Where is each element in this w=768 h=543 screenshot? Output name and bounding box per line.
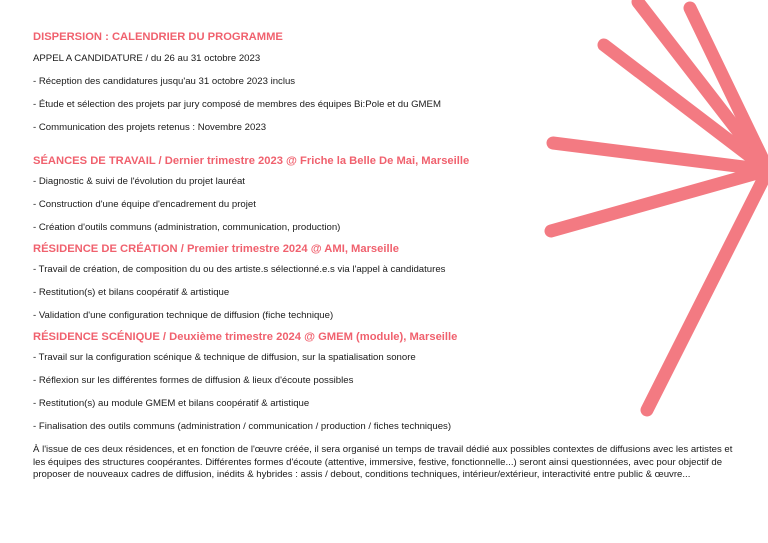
list-item: - Création d'outils communs (administration, communication, production) [33, 222, 341, 233]
list-item: - Réception des candidatures jusqu'au 31 octobre 2023 inclus [33, 76, 296, 87]
list-item: - Finalisation des outils communs (administration / communication / production / fiches techniques) [33, 421, 452, 432]
list-item: - Validation d'une configuration technique de diffusion (fiche technique) [33, 310, 334, 321]
list-item: - Étude et sélection des projets par jury composé de membres des équipes Bi:Pole et du GMEM [33, 99, 441, 110]
section-title-creation: RÉSIDENCE DE CRÉATION / Premier trimestre 2024 @ AMI, Marseille [33, 243, 399, 255]
section-title-dispersion: DISPERSION : CALENDRIER DU PROGRAMME [33, 31, 283, 43]
list-item: - Restitution(s) au module GMEM et bilans coopératif & artistique [33, 398, 310, 409]
list-item: - Restitution(s) et bilans coopératif & artistique [33, 287, 230, 298]
section-title-scenique: RÉSIDENCE SCÉNIQUE / Deuxième trimestre 2024 @ GMEM (module), Marseille [33, 331, 458, 343]
list-item: - Construction d'une équipe d'encadrement du projet [33, 199, 256, 210]
text-line: APPEL A CANDIDATURE / du 26 au 31 octobre 2023 [33, 53, 261, 64]
section-title-seances: SÉANCES DE TRAVAIL / Dernier trimestre 2023 @ Friche la Belle De Mai, Marseille [33, 155, 470, 167]
list-item: - Diagnostic & suivi de l'évolution du projet lauréat [33, 176, 245, 187]
list-item: - Travail de création, de composition du ou des artiste.s sélectionné.e.s via l'appel à candidatures [33, 264, 446, 275]
list-item: - Réflexion sur les différentes formes de diffusion & lieux d'écoute possibles [33, 375, 354, 386]
list-item: - Travail sur la configuration scénique & technique de diffusion, sur la spatialisation sonore [33, 352, 416, 363]
closing-paragraph: À l'issue de ces deux résidences, et en fonction de l'œuvre créée, il sera organisé un temps de travail dédié aux possibles contextes de diffusions avec les artistes et les équipes des structures coopérantes. Différentes formes d'écoute (attentive, immersive, festive, fonctionnelle...) seront ainsi questionnées, avec pour objectif de proposer de nouveaux cadres de diffusion, inédits & hybrides : assis / debout, conditions techniques, intérieur/extérieur, interactivité entre public & œuvre... [33, 444, 733, 481]
list-item: - Communication des projets retenus : Novembre 2023 [33, 122, 267, 133]
program-calendar [33, 30, 743, 482]
